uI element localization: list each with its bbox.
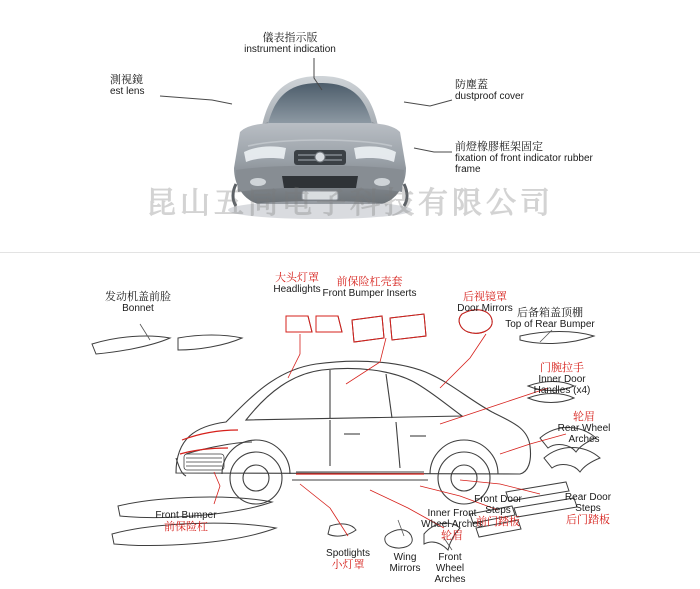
label-inner-door-handles-en: Inner Door Handles (x4)	[533, 374, 591, 396]
label-dustproof-cover-cn: 防塵蓋	[455, 79, 488, 91]
label-dustproof-cover-en: dustproof cover	[455, 91, 524, 102]
label-front-wheel-arches-en: Front Wheel Arches	[434, 552, 466, 585]
label-front-bumper-en: Front Bumper	[155, 510, 217, 521]
label-front-door-steps-cn: 前门踏板	[476, 516, 520, 528]
label-dustproof-cover	[455, 79, 524, 102]
label-front-bumper-inserts-cn: 前保险杠壳套	[336, 276, 403, 288]
label-headlights-en: Headlights	[273, 284, 321, 295]
label-rear-wheel-arches-en: Rear Wheel Arches	[557, 423, 611, 445]
label-side-view-mirror	[110, 74, 144, 97]
front-car-illustration	[210, 60, 430, 240]
label-instrument-indication-en: instrument indication	[244, 44, 336, 55]
label-instrument-indication-cn: 儀表指示版	[262, 32, 318, 44]
label-rear-wheel-arches	[552, 411, 616, 445]
label-inner-door-handles	[524, 362, 600, 396]
label-side-view-mirror-cn: 測視鏡	[110, 74, 143, 86]
label-bonnet-cn: 发动机盖前脸	[105, 291, 171, 303]
exploded-parts-diagram	[0, 258, 700, 584]
label-top-of-rear-bumper	[500, 307, 600, 330]
label-inner-front-wheel-arches-en: Inner Front Wheel Arches	[421, 508, 483, 530]
label-front-wheel-arches	[424, 552, 476, 585]
label-door-mirrors-en: Door Mirrors	[457, 303, 513, 314]
label-inner-door-handles-cn: 门腕拉手	[540, 362, 584, 374]
section-divider	[0, 252, 700, 253]
label-door-mirrors-cn: 后视镜罩	[463, 291, 507, 303]
label-front-bumper-inserts	[312, 276, 427, 299]
label-wing-mirrors	[382, 552, 428, 574]
label-front-bumper-cn: 前保险杠	[164, 521, 208, 533]
label-spotlights-en: Spotlights	[326, 548, 370, 559]
label-inner-front-wheel-arches-cn: 轮眉	[441, 530, 463, 542]
label-front-indicator-rubber-frame-en: fixation of front indicator rubber frame	[455, 153, 593, 175]
front-car-photo	[210, 60, 430, 240]
label-side-view-mirror-en: est lens	[110, 86, 145, 97]
label-front-bumper-inserts-en: Front Bumper Inserts	[322, 288, 417, 299]
label-inner-front-wheel-arches	[420, 508, 484, 542]
label-rear-door-steps-en: Rear Door Steps	[564, 492, 612, 514]
label-spotlights-cn: 小灯罩	[331, 559, 365, 571]
label-top-of-rear-bumper-cn: 后备箱盖顶棚	[517, 307, 583, 319]
label-headlights-cn: 大头灯罩	[275, 272, 319, 284]
label-front-indicator-rubber-frame	[455, 141, 615, 175]
label-wing-mirrors-en: Wing Mirrors	[389, 552, 421, 574]
label-bonnet-en: Bonnet	[122, 303, 154, 314]
label-front-bumper	[142, 510, 230, 533]
label-rear-door-steps-cn: 后门踏板	[566, 514, 610, 526]
label-instrument-indication	[216, 32, 364, 55]
label-front-door-steps-en: Front Door Steps	[474, 494, 522, 516]
label-rear-wheel-arches-cn: 轮眉	[573, 411, 595, 423]
label-front-indicator-rubber-frame-cn: 前燈橡膠框架固定	[455, 141, 543, 153]
label-spotlights	[318, 548, 378, 571]
label-top-of-rear-bumper-en: Top of Rear Bumper	[505, 319, 595, 330]
label-rear-door-steps	[554, 492, 622, 526]
label-bonnet	[92, 291, 184, 314]
watermark: 昆山五同电子科技有限公司	[146, 186, 554, 221]
